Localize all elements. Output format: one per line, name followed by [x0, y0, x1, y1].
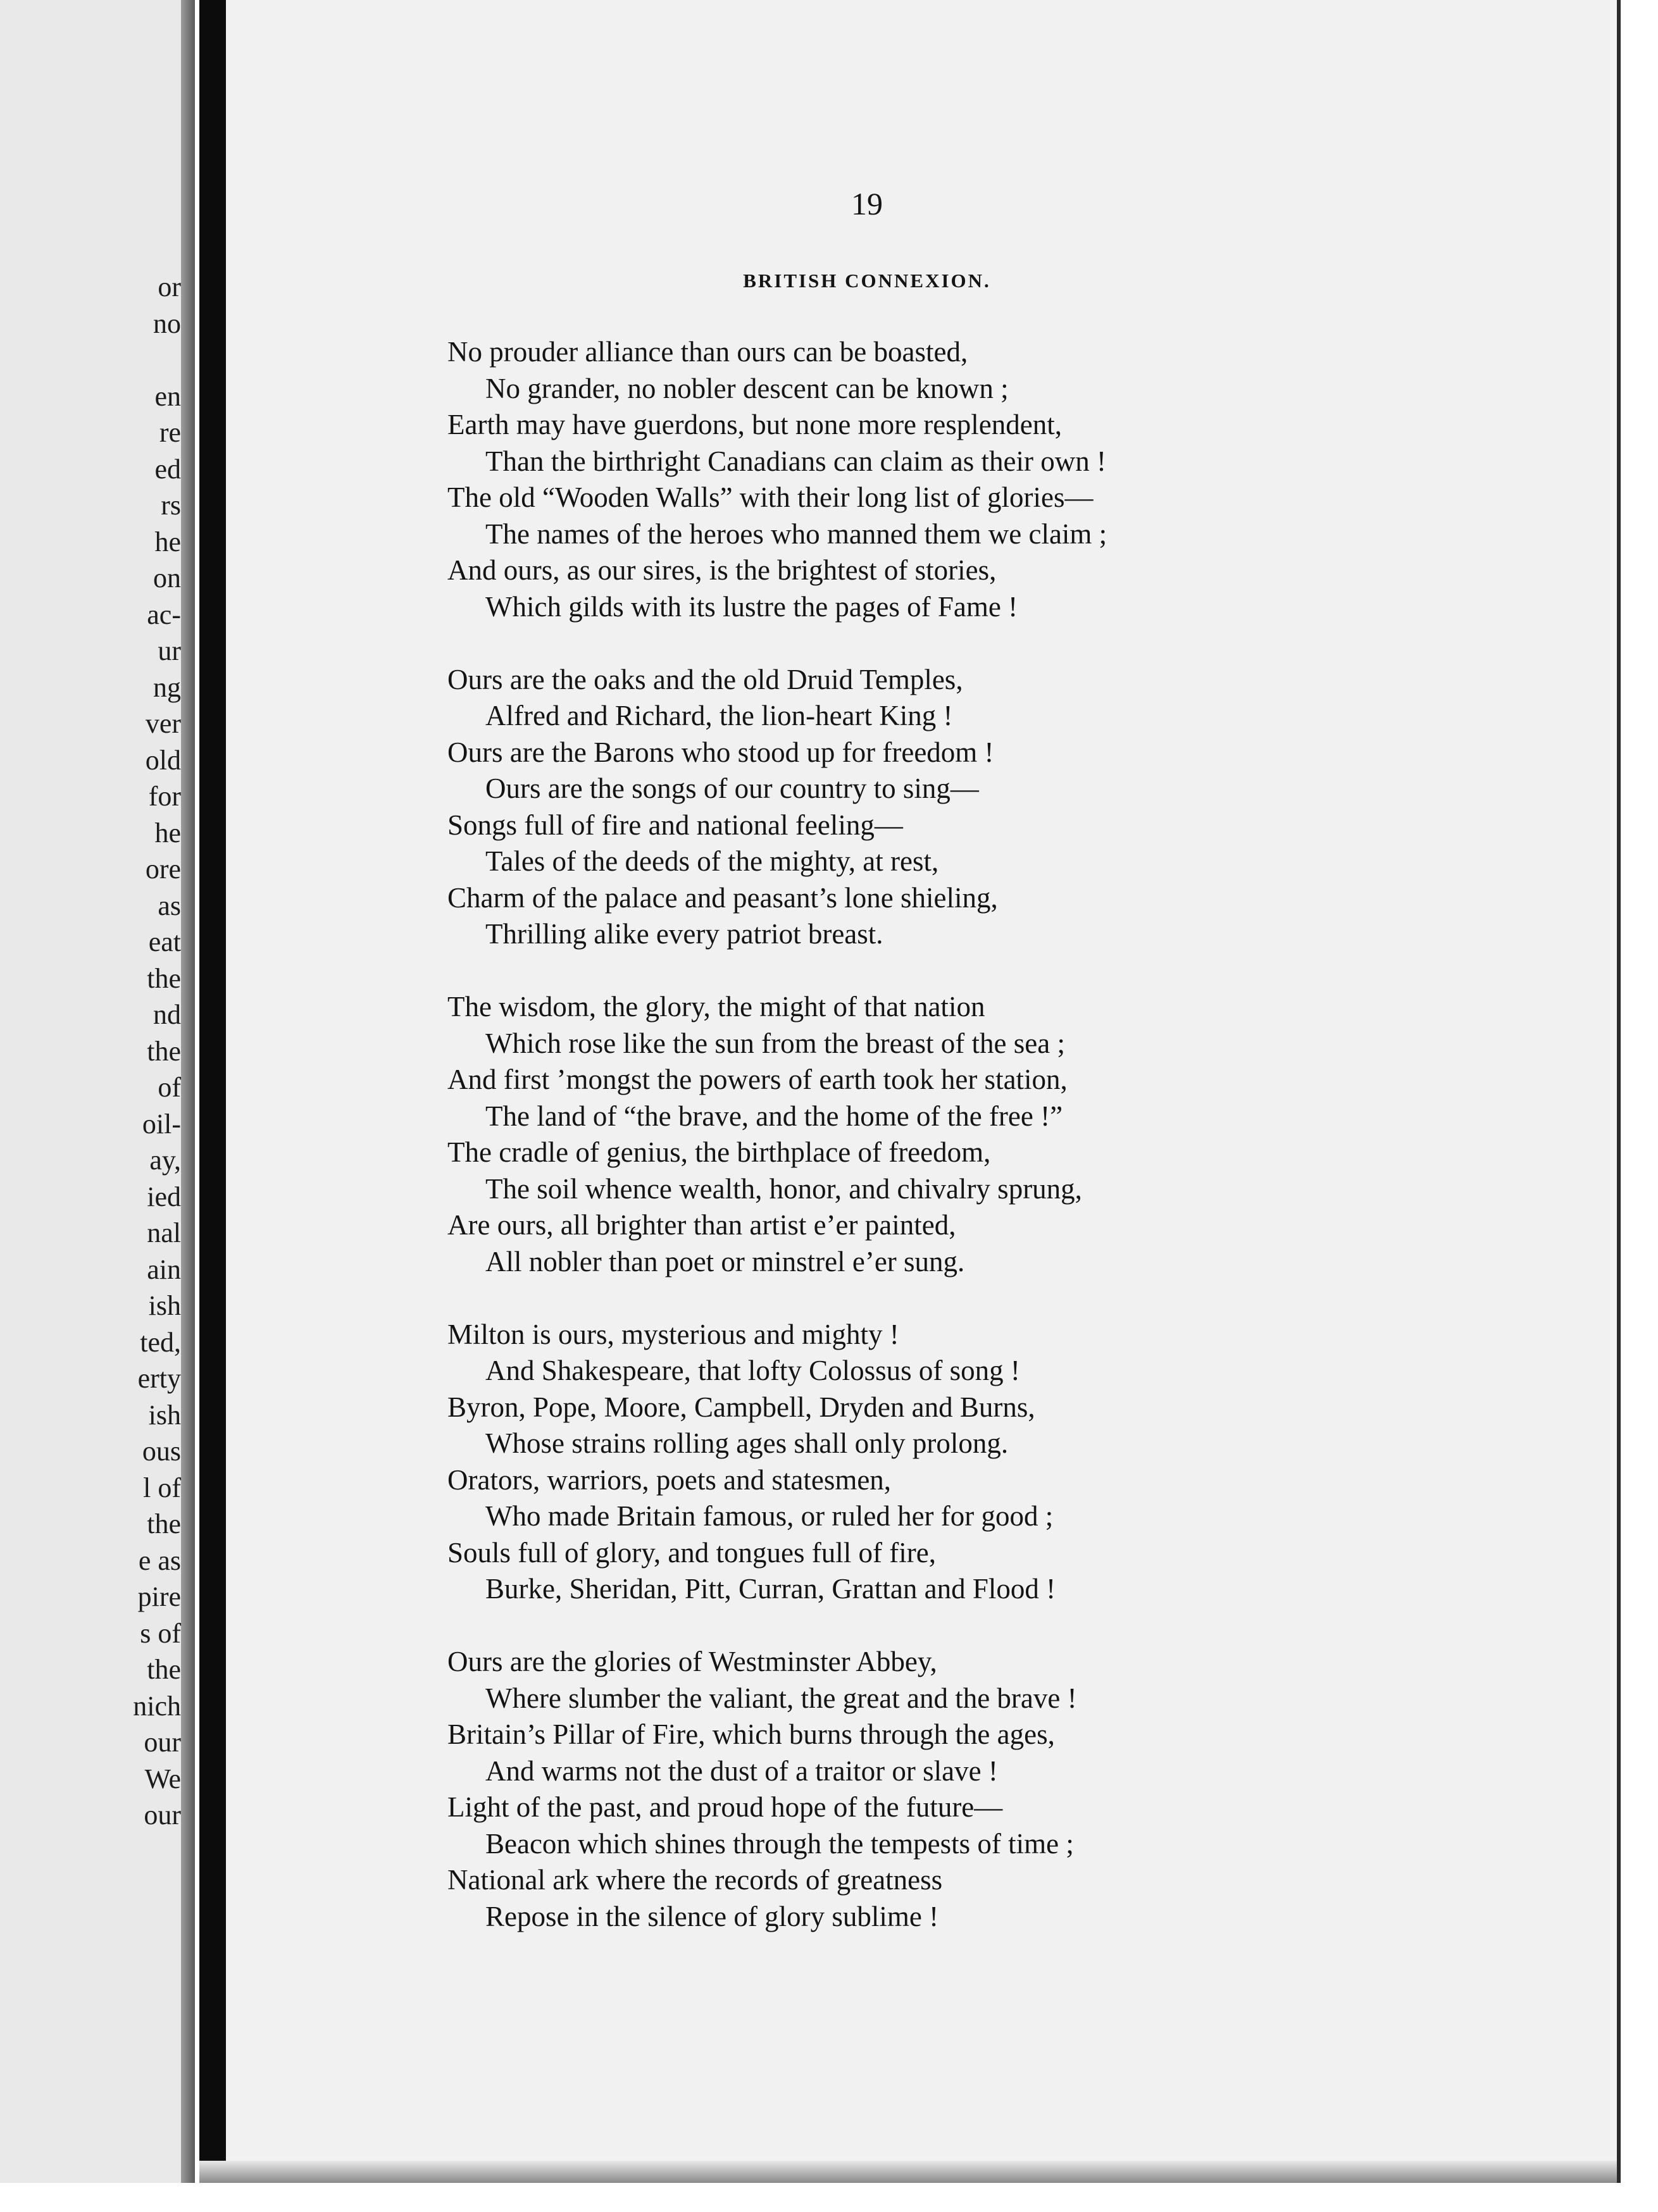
previous-page-fragment: as: [158, 890, 181, 921]
poem-line: Light of the past, and proud hope of the future—: [447, 1791, 1003, 1823]
previous-page-fragment: s of: [140, 1617, 181, 1649]
poem-line: National ark where the records of greatness: [447, 1864, 943, 1896]
poem-line: The land of “the brave, and the home of the free !”: [485, 1100, 1063, 1132]
previous-page-fragment: the: [147, 962, 181, 994]
previous-page-fragment: oil-: [142, 1108, 181, 1140]
previous-page-fragment: eat: [148, 926, 181, 957]
previous-page-fragment: ted,: [140, 1326, 181, 1358]
poem-line: Byron, Pope, Moore, Campbell, Dryden and Burns,: [447, 1391, 1035, 1423]
poem-line: Which gilds with its lustre the pages of Fame !: [485, 590, 1018, 623]
poem-line: Alfred and Richard, the lion-heart King !: [485, 700, 953, 731]
previous-page-fragment: l of: [143, 1472, 181, 1503]
previous-page-fragment: nal: [147, 1217, 181, 1248]
poem-line: And first ’mongst the powers of earth took her station,: [447, 1064, 1068, 1095]
poem-line: Thrilling alike every patriot breast.: [485, 918, 883, 950]
poem-line: Than the birthright Canadians can claim as their own !: [485, 445, 1106, 477]
poem-title: BRITISH CONNEXION.: [743, 270, 991, 292]
previous-page-fragment: the: [147, 1035, 181, 1067]
page-right-edge: [1617, 0, 1658, 2212]
previous-page-fragment: our: [144, 1727, 181, 1758]
poem-line: The cradle of genius, the birthplace of freedom,: [447, 1136, 991, 1168]
previous-page-fragment: the: [147, 1508, 181, 1539]
poem-line: Whose strains rolling ages shall only prolong.: [485, 1427, 1009, 1459]
poem-line: Charm of the palace and peasant’s lone shieling,: [447, 881, 998, 914]
previous-page-fragment: the: [147, 1654, 181, 1685]
poem-line: The names of the heroes who manned them we claim ;: [485, 518, 1107, 550]
previous-page-fragment: on: [153, 562, 181, 593]
poem-line: Souls full of glory, and tongues full of fire,: [447, 1536, 936, 1569]
previous-page-fragment: nich: [133, 1690, 181, 1722]
previous-page-fragment: rs: [161, 490, 181, 521]
previous-page-fragment: nd: [153, 999, 181, 1030]
previous-page-fragment: or: [158, 271, 181, 302]
poem-line: Orators, warriors, poets and statesmen,: [447, 1463, 892, 1496]
stanza-4: [447, 1317, 1523, 1608]
poem-line: Britain’s Pillar of Fire, which burns through the ages,: [447, 1718, 1055, 1750]
poem-line: The old “Wooden Walls” with their long list of glories—: [447, 482, 1094, 513]
previous-page-fragment: ied: [147, 1181, 181, 1212]
previous-page-fragment: ed: [154, 453, 181, 485]
poem-line: Songs full of fire and national feeling—: [447, 809, 903, 841]
poem-line: Where slumber the valiant, the great and the brave !: [485, 1682, 1077, 1714]
poem-line: Which rose like the sun from the breast of the sea ;: [485, 1027, 1065, 1059]
previous-page-fragment: he: [154, 526, 181, 557]
previous-page-fragment: en: [154, 380, 181, 412]
poem-line: Ours are the glories of Westminster Abbey,: [447, 1646, 937, 1677]
previous-page-text-fragments: [133, 269, 181, 1834]
previous-page-fragment: e as: [138, 1544, 181, 1576]
poem-line: Who made Britain famous, or ruled her for good ;: [485, 1500, 1054, 1532]
poem-line: Tales of the deeds of the mighty, at rest,: [485, 845, 939, 877]
previous-page-fragment: erty: [137, 1363, 181, 1394]
stanza-2: [447, 662, 1523, 953]
previous-page-edge: [0, 0, 190, 2212]
poem-line: Burke, Sheridan, Pitt, Curran, Grattan and Flood !: [485, 1573, 1056, 1605]
poem-line: Are ours, all brighter than artist e’er painted,: [447, 1209, 956, 1241]
stanza-1: [447, 334, 1523, 625]
previous-page-fragment: he: [154, 817, 181, 848]
previous-page-fragment: for: [148, 781, 181, 812]
stanza-5: [447, 1644, 1523, 1935]
poem-line: Ours are the oaks and the old Druid Temples,: [447, 663, 963, 695]
stanza-3: [447, 989, 1523, 1280]
previous-page-fragment: ver: [145, 708, 181, 739]
previous-page-fragment: pire: [137, 1581, 181, 1612]
previous-page-fragment: ur: [158, 635, 181, 666]
poem-body: [447, 334, 1523, 1972]
poem-line: Ours are the Barons who stood up for freedom !: [447, 736, 994, 768]
poem-line: No prouder alliance than ours can be boasted,: [447, 336, 968, 368]
previous-page-fragment: ac-: [147, 599, 181, 630]
poem-line: Beacon which shines through the tempests of time ;: [485, 1827, 1074, 1860]
scan-bottom-margin: [0, 2183, 1658, 2212]
previous-page-fragment: ish: [148, 1399, 181, 1431]
poem-line: Milton is ours, mysterious and mighty !: [447, 1318, 899, 1350]
previous-page-fragment: ish: [148, 1290, 181, 1321]
binding-shadow: [181, 0, 195, 2212]
previous-page-fragment: ay,: [149, 1145, 181, 1176]
previous-page-fragment: ng: [153, 671, 181, 703]
previous-page-fragment: [133, 342, 181, 378]
poem-line: Earth may have guerdons, but none more resplendent,: [447, 409, 1062, 440]
poem-line: All nobler than poet or minstrel e’er sung.: [485, 1245, 965, 1277]
previous-page-fragment: our: [144, 1799, 181, 1830]
previous-page-fragment: ore: [145, 854, 181, 885]
poem-line: Repose in the silence of glory sublime !: [485, 1900, 939, 1932]
previous-page-fragment: old: [145, 744, 181, 776]
previous-page-fragment: of: [158, 1072, 181, 1103]
poem-line: And warms not the dust of a traitor or slave !: [485, 1755, 998, 1787]
previous-page-fragment: ous: [142, 1436, 181, 1467]
poem-line: The soil whence wealth, honor, and chivalry sprung,: [485, 1172, 1082, 1205]
book-spine: [199, 0, 226, 2177]
previous-page-fragment: no: [153, 308, 181, 339]
poem-line: Ours are the songs of our country to sing—: [485, 773, 979, 804]
poem-line: And ours, as our sires, is the brightest of stories,: [447, 554, 997, 586]
previous-page-fragment: ain: [147, 1253, 181, 1285]
previous-page-fragment: re: [159, 417, 181, 448]
page-number: 19: [851, 186, 883, 221]
page-bottom-shadow: [199, 2161, 1617, 2183]
previous-page-fragment: We: [144, 1763, 181, 1794]
poem-line: And Shakespeare, that lofty Colossus of song !: [485, 1355, 1020, 1386]
poem-line: No grander, no nobler descent can be known ;: [485, 372, 1009, 404]
poem-line: The wisdom, the glory, the might of that nation: [447, 991, 985, 1022]
